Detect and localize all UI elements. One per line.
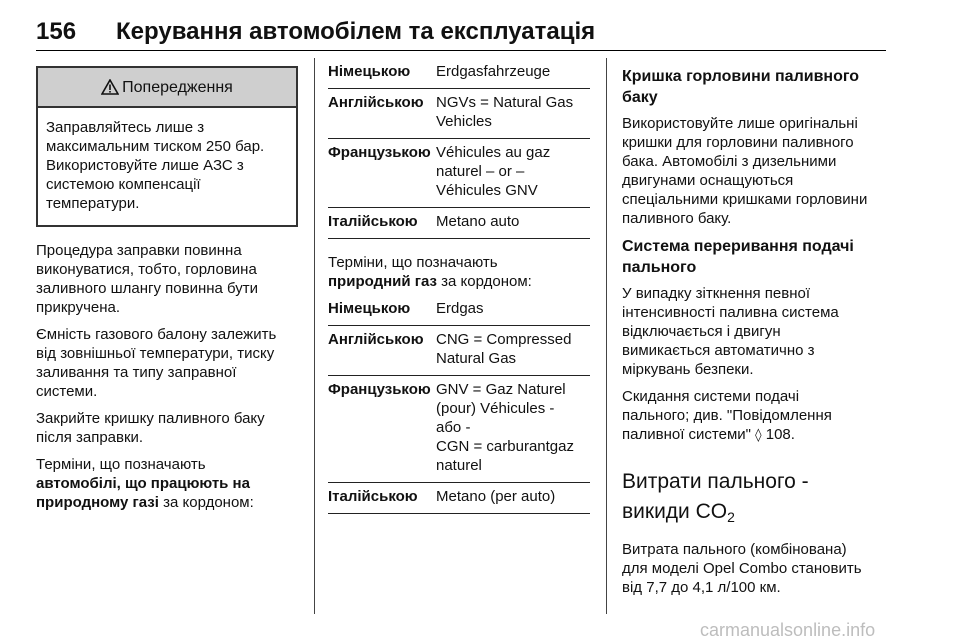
table-row [328,326,590,376]
column-divider-2 [606,58,607,614]
table-value: Metano (per auto) [436,488,556,505]
warning-header [38,68,296,108]
table-row [328,139,590,208]
paragraph-terms-vehicles: Терміни, що позначають автомобілі, що працюють на природному газі за кордоном: [36,456,254,511]
table-row [328,208,590,239]
table-lang: Італійською [328,488,418,505]
paragraph-fuel-reset: Скидання системи подачі пального; див. "Повідомлення паливної системи" ◊ 108. [622,388,832,443]
table-lang: Німецькою [328,63,411,80]
table-row [328,89,590,139]
table-value: CNG = Compressed Natural Gas [436,331,572,367]
page-number: 156 [36,18,77,45]
watermark: carmanualsonline.info [700,620,876,640]
table-value: Metano auto [436,213,520,230]
table-row [328,483,590,514]
paragraph-procedure: Процедура заправки повинна виконуватися, тобто, горловина заливного шлангу повинна бути прикручена. [36,242,259,316]
warning-line: температури. [46,195,140,212]
heading-fuel-cap: Кришка горловини паливного баку [622,68,860,106]
heading-fuel-consumption: Витрати пального - викиди $CO_2$ [622,470,809,525]
table-value: Erdgasfahrzeuge [436,63,551,80]
table-value: Véhicules au gaz naturel – or – Véhicules GNV [436,144,551,199]
terms-table-vehicles [328,58,590,239]
table-lang: Англійською [328,331,424,348]
warning-triangle-icon [101,79,119,95]
heading-fuel-cutoff: Система переривання подачі пального [622,238,854,276]
warning-line: Заправляйтесь лише з [46,119,205,136]
header-divider [36,50,886,51]
paragraph-close-cap: Закрийте кришку паливного баку після заправки. [36,410,265,446]
table-lang: Французькою [328,381,431,398]
table-row [328,376,590,483]
column-3 [622,58,890,605]
table-row [328,295,590,326]
terms-table-gas [328,295,590,514]
column-divider-1 [314,58,315,614]
page-title: Керування автомобілем та експлуатація [116,18,596,45]
paragraph-fuel-consumption: Витрата пального (комбінована) для моделі Opel Combo становить від 7,7 до 4,1 л/100 км. [622,541,862,596]
paragraph-terms-gas: Терміни, що позначають природний газ за кордоном: [328,254,532,290]
page-reference-icon: ◊ [755,428,762,443]
warning-box [36,66,298,227]
column-2 [328,58,590,514]
warning-title: Попередження [122,78,233,96]
table-lang: Німецькою [328,300,411,317]
warning-line: системою компенсації [46,176,201,193]
table-value: Erdgas [436,300,484,317]
paragraph-fuel-cap: Використовуйте лише оригінальні кришки для горловини паливного бака. Автомобілі з дизельними двигунами оснащуються спеціальними кришками горловини паливного баку. [622,115,868,227]
table-lang: Італійською [328,213,418,230]
warning-text [38,108,296,225]
table-value: NGVs = Natural Gas Vehicles [436,94,574,130]
warning-line: максимальним тиском 250 бар. [46,138,265,155]
table-row [328,58,590,89]
table-value: GNV = Gaz Naturel (pour) Véhicules - або - CGN = carburantgaz naturel [436,381,574,474]
page-header [36,16,886,52]
paragraph-capacity: Ємність газового балону залежить від зовнішньої температури, тиску заливання та типу заправної системи. [36,326,277,400]
table-lang: Англійською [328,94,424,111]
warning-line: Використовуйте лише АЗС з [46,157,244,174]
table-lang: Французькою [328,144,431,161]
paragraph-fuel-cutoff: У випадку зіткнення певної інтенсивності паливна система відключається і двигун вимикається автоматично з міркувань безпеки. [622,285,839,378]
column-1 [36,58,298,520]
